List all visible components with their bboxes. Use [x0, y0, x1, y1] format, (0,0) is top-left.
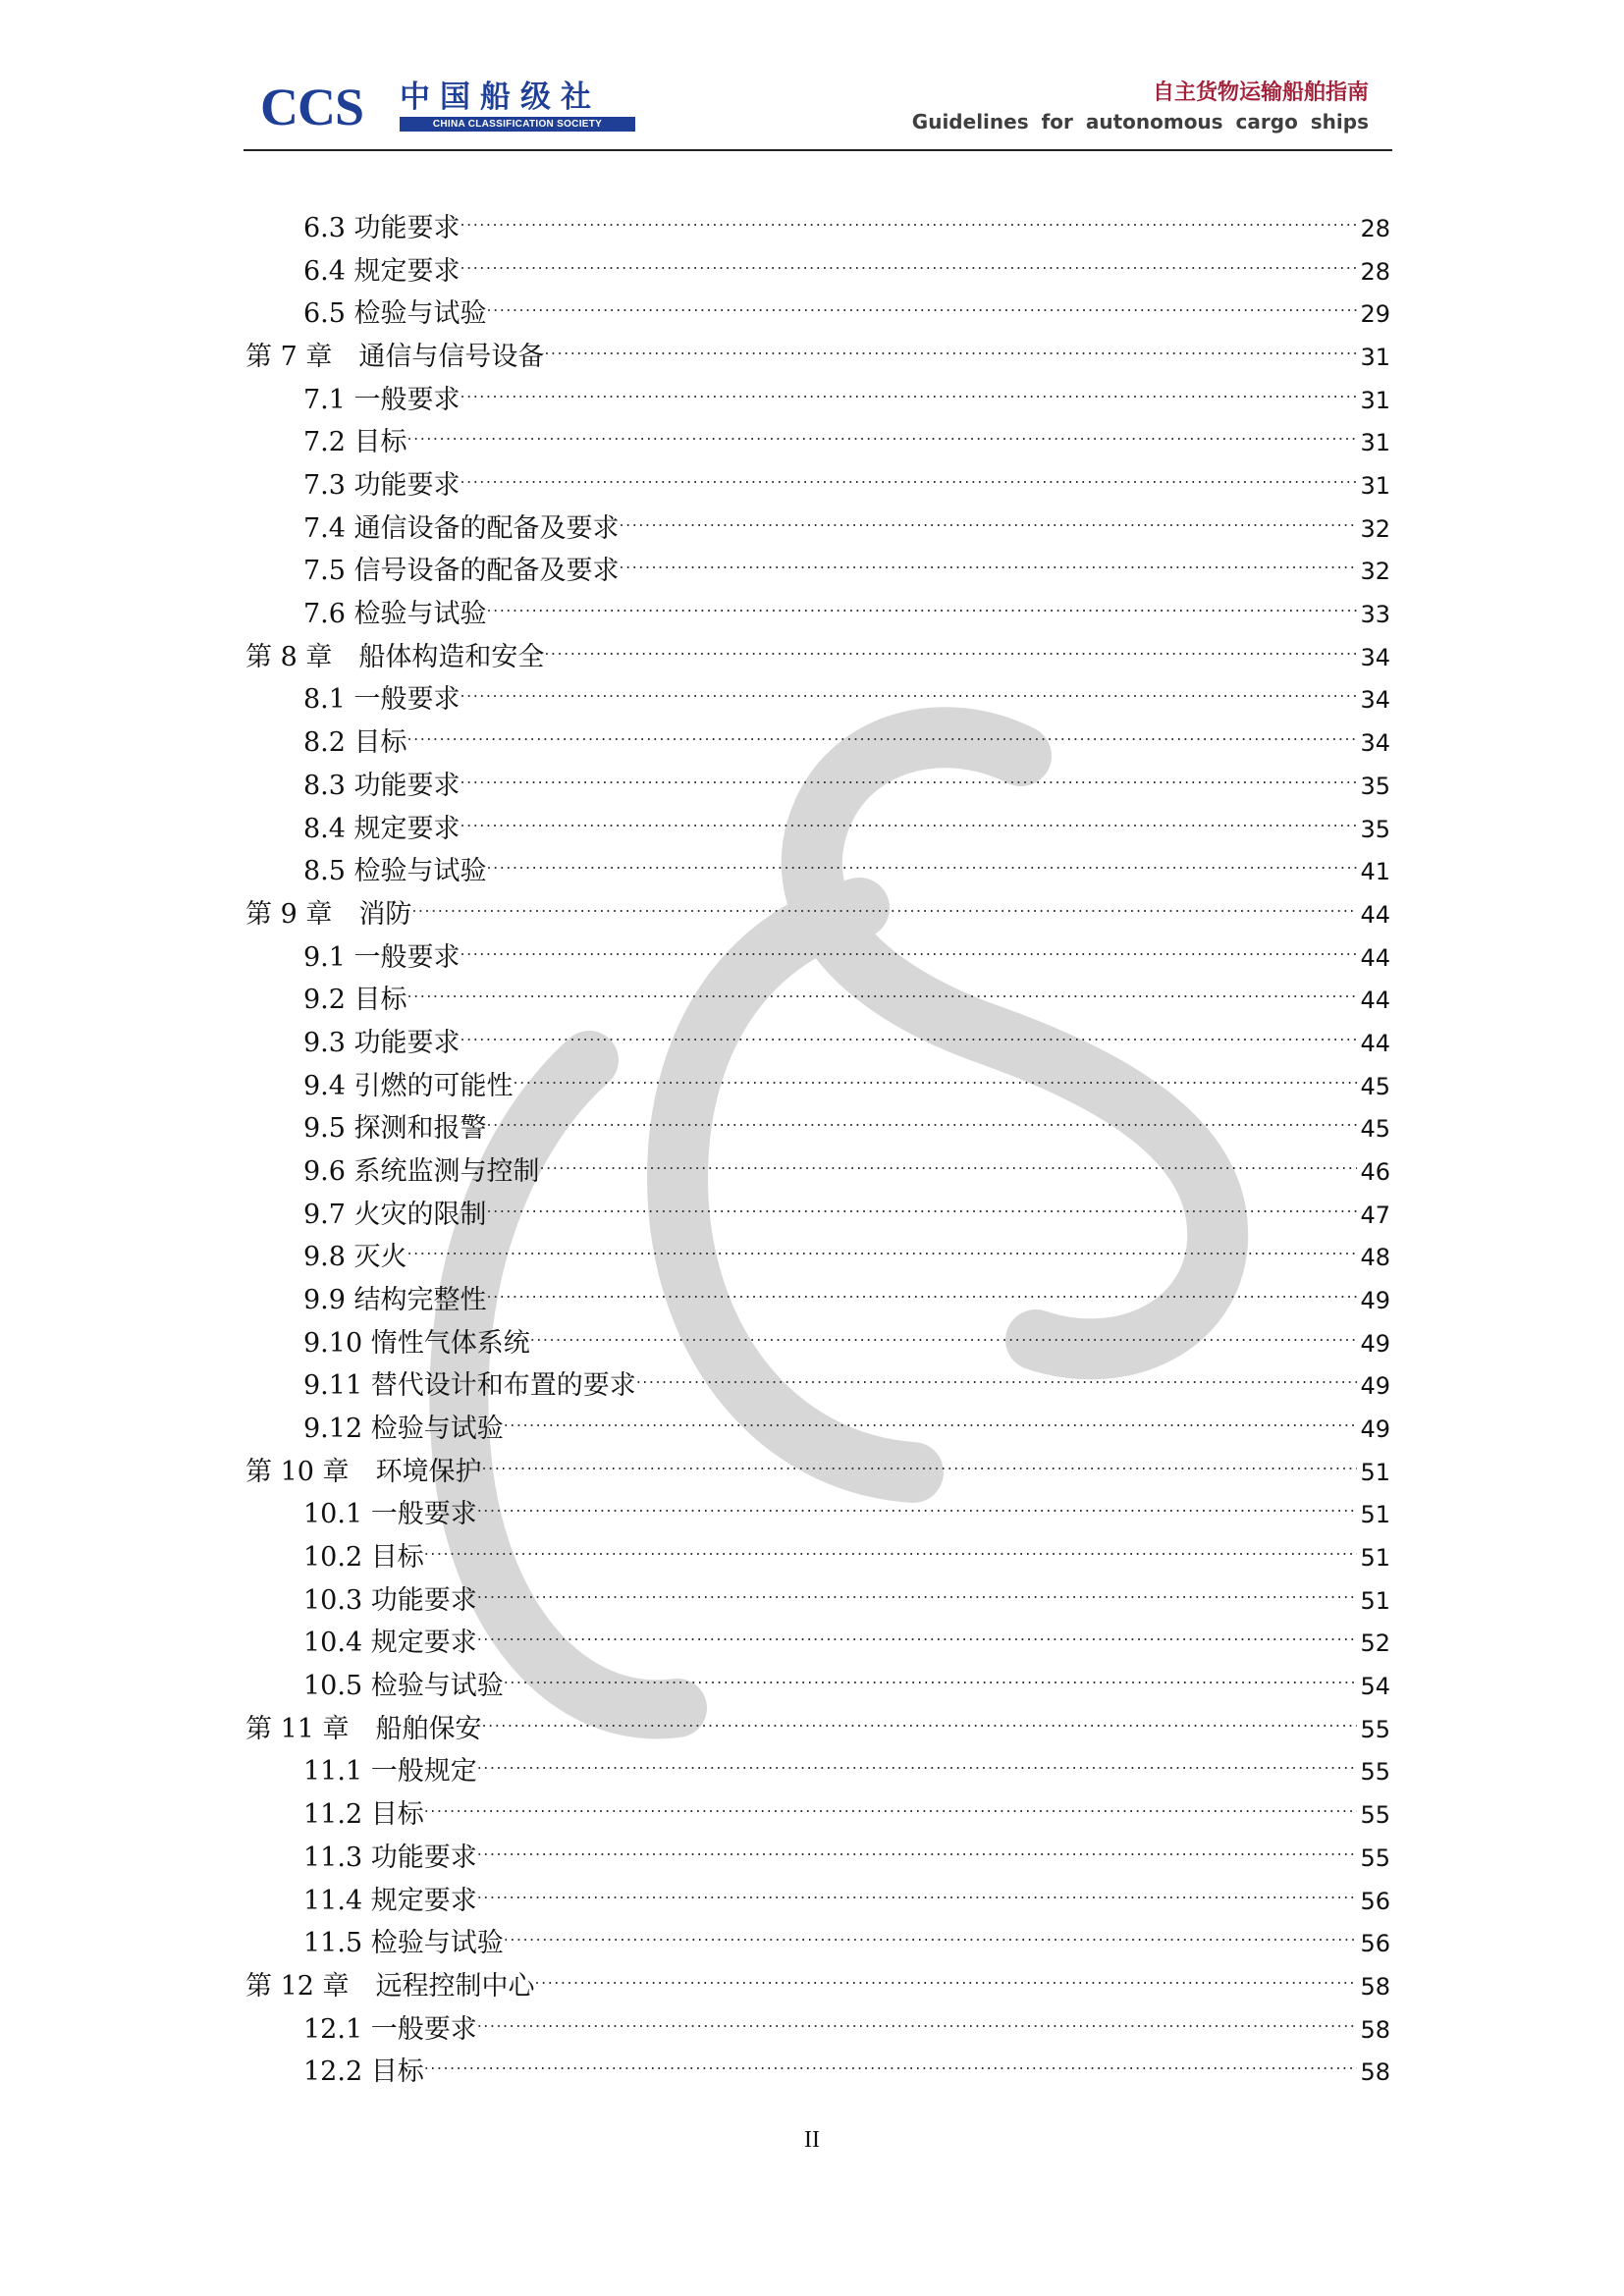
toc-dot-leader	[424, 1788, 1357, 1823]
toc-entry-page-number: 55	[1360, 1801, 1390, 1830]
toc-section-entry[interactable]	[303, 802, 1390, 844]
toc-section-entry[interactable]	[303, 287, 1390, 330]
page-number: II	[804, 2127, 820, 2153]
toc-entry-title: 第 9 章 消防	[245, 898, 412, 930]
toc-entry-title: 11.3 功能要求	[303, 1842, 477, 1873]
toc-entry-page-number: 33	[1360, 601, 1390, 629]
toc-section-entry[interactable]	[303, 716, 1390, 759]
toc-section-entry[interactable]	[303, 844, 1390, 887]
toc-entry-page-number: 51	[1360, 1458, 1390, 1486]
logo-ccs-letters: CCS	[260, 78, 364, 136]
toc-section-entry[interactable]	[303, 672, 1390, 716]
toc-entry-title: 9.12 检验与试验	[303, 1414, 504, 1445]
guide-title-english: Guidelines for autonomous cargo ships	[911, 110, 1369, 133]
toc-dot-leader	[544, 630, 1357, 666]
toc-entry-title: 第 11 章 船舶保安	[245, 1713, 482, 1744]
toc-entry-title: 8.1 一般要求	[303, 684, 460, 716]
toc-entry-page-number: 29	[1360, 300, 1390, 329]
toc-entry-title: 9.7 火灾的限制	[303, 1199, 487, 1230]
toc-entry-title: 11.4 规定要求	[303, 1885, 477, 1916]
toc-entry-title: 9.6 系统监测与控制	[303, 1155, 540, 1187]
toc-entry-page-number: 51	[1360, 1544, 1390, 1573]
toc-chapter-entry[interactable]	[245, 1959, 1390, 2002]
toc-entry-title: 10.2 目标	[303, 1542, 424, 1574]
toc-dot-leader	[487, 587, 1357, 622]
toc-entry-page-number: 44	[1360, 987, 1390, 1015]
toc-entry-page-number: 58	[1360, 2015, 1390, 2044]
toc-section-entry[interactable]	[303, 973, 1390, 1016]
toc-entry-page-number: 34	[1360, 729, 1390, 758]
toc-dot-leader	[460, 373, 1357, 408]
toc-entry-title: 9.4 引燃的可能性	[303, 1070, 514, 1101]
toc-dot-leader	[544, 330, 1357, 365]
toc-dot-leader	[487, 844, 1357, 880]
toc-dot-leader	[504, 1402, 1357, 1437]
toc-entry-page-number: 55	[1360, 1715, 1390, 1743]
toc-dot-leader	[514, 1059, 1357, 1095]
toc-dot-leader	[460, 672, 1357, 708]
guide-title-chinese: 自主货物运输船舶指南	[1152, 80, 1369, 105]
toc-entry-title: 9.10 惰性气体系统	[303, 1327, 530, 1359]
toc-dot-leader	[504, 1916, 1357, 1951]
logo-chinese-name: 中国船级社	[400, 80, 601, 115]
toc-entry-page-number: 28	[1360, 215, 1390, 242]
toc-section-entry[interactable]	[303, 759, 1390, 801]
toc-entry-title: 8.5 检验与试验	[303, 856, 487, 887]
toc-section-entry[interactable]	[303, 1101, 1390, 1145]
toc-entry-page-number: 44	[1360, 1029, 1390, 1057]
toc-section-entry[interactable]	[303, 1788, 1390, 1831]
toc-dot-leader	[407, 716, 1357, 751]
toc-entry-page-number: 56	[1360, 1887, 1390, 1915]
toc-section-entry[interactable]	[303, 1574, 1390, 1616]
toc-dot-leader	[504, 1659, 1357, 1694]
toc-dot-leader	[411, 887, 1357, 923]
toc-dot-leader	[460, 458, 1357, 494]
toc-entry-title: 9.1 一般要求	[303, 941, 460, 973]
toc-section-entry[interactable]	[303, 1016, 1390, 1058]
toc-entry-page-number: 55	[1360, 1843, 1390, 1872]
toc-dot-leader	[477, 1831, 1357, 1866]
toc-entry-title: 9.8 灭火	[303, 1242, 407, 1273]
toc-entry-page-number: 55	[1360, 1758, 1390, 1787]
toc-entry-page-number: 49	[1360, 1415, 1390, 1444]
toc-dot-leader	[460, 201, 1357, 237]
toc-dot-leader	[460, 759, 1357, 794]
toc-dot-leader	[407, 1230, 1357, 1265]
toc-section-entry[interactable]	[303, 1359, 1390, 1402]
toc-chapter-entry[interactable]	[245, 330, 1390, 373]
toc-entry-title: 7.2 目标	[303, 427, 407, 458]
toc-entry-title: 第 12 章 远程控制中心	[245, 1970, 535, 2002]
toc-entry-title: 8.3 功能要求	[303, 770, 460, 801]
toc-dot-leader	[460, 931, 1357, 966]
toc-entry-title: 8.2 目标	[303, 727, 407, 759]
toc-dot-leader	[535, 1959, 1357, 1995]
toc-section-entry[interactable]	[303, 1659, 1390, 1702]
toc-entry-page-number: 49	[1360, 1287, 1390, 1314]
toc-section-entry[interactable]	[303, 201, 1390, 243]
toc-entry-title: 12.2 目标	[303, 2056, 424, 2088]
toc-entry-page-number: 51	[1360, 1586, 1390, 1615]
toc-entry-title: 第 10 章 环境保护	[245, 1456, 482, 1487]
toc-section-entry[interactable]	[303, 1874, 1390, 1916]
toc-dot-leader	[477, 1487, 1357, 1522]
toc-section-entry[interactable]	[303, 1744, 1390, 1788]
toc-dot-leader	[487, 1101, 1357, 1137]
toc-entry-title: 9.2 目标	[303, 985, 407, 1016]
toc-entry-page-number: 44	[1360, 900, 1390, 929]
toc-entry-page-number: 31	[1360, 344, 1390, 372]
toc-entry-page-number: 31	[1360, 386, 1390, 414]
toc-dot-leader	[482, 1702, 1357, 1737]
toc-entry-title: 9.9 结构完整性	[303, 1285, 487, 1315]
header-divider	[244, 149, 1392, 151]
toc-dot-leader	[460, 1016, 1357, 1051]
toc-entry-page-number: 51	[1360, 1501, 1390, 1529]
toc-entry-page-number: 44	[1360, 943, 1390, 972]
toc-entry-title: 6.5 检验与试验	[303, 298, 487, 330]
toc-section-entry[interactable]	[303, 1059, 1390, 1101]
toc-dot-leader	[482, 1445, 1357, 1480]
toc-entry-page-number: 31	[1360, 429, 1390, 457]
toc-dot-leader	[407, 415, 1357, 451]
toc-section-entry[interactable]	[303, 2002, 1390, 2045]
toc-entry-title: 6.4 规定要求	[303, 255, 460, 287]
toc-entry-title: 第 8 章 船体构造和安全	[245, 641, 545, 672]
toc-chapter-entry[interactable]	[245, 887, 1390, 930]
toc-dot-leader	[487, 1188, 1357, 1223]
toc-dot-leader	[636, 1359, 1357, 1394]
toc-dot-leader	[460, 244, 1357, 280]
toc-entry-page-number: 47	[1360, 1201, 1390, 1229]
toc-section-entry[interactable]	[303, 1188, 1390, 1230]
toc-dot-leader	[424, 1530, 1357, 1566]
toc-dot-leader	[424, 2045, 1357, 2080]
toc-entry-title: 10.3 功能要求	[303, 1584, 477, 1616]
toc-section-entry[interactable]	[303, 1316, 1390, 1359]
toc-entry-page-number: 48	[1360, 1244, 1390, 1272]
toc-section-entry[interactable]	[303, 415, 1390, 458]
toc-entry-page-number: 46	[1360, 1157, 1390, 1186]
toc-section-entry[interactable]	[303, 1831, 1390, 1873]
toc-entry-title: 10.1 一般要求	[303, 1499, 477, 1530]
toc-entry-title: 7.1 一般要求	[303, 384, 460, 415]
toc-entry-title: 12.1 一般要求	[303, 2013, 477, 2045]
toc-entry-page-number: 45	[1360, 1115, 1390, 1144]
toc-entry-page-number: 35	[1360, 772, 1390, 800]
toc-chapter-entry[interactable]	[245, 1702, 1390, 1744]
toc-entry-title: 9.3 功能要求	[303, 1027, 460, 1058]
toc-entry-title: 9.11 替代设计和布置的要求	[303, 1370, 636, 1402]
toc-section-entry[interactable]	[303, 502, 1390, 544]
toc-section-entry[interactable]	[303, 244, 1390, 287]
toc-dot-leader	[407, 973, 1357, 1008]
toc-entry-title: 11.1 一般规定	[303, 1756, 477, 1788]
toc-entry-title: 6.3 功能要求	[303, 213, 460, 243]
toc-section-entry[interactable]	[303, 1530, 1390, 1574]
page-header	[244, 61, 1392, 151]
toc-entry-page-number: 31	[1360, 472, 1390, 501]
toc-entry-title: 7.3 功能要求	[303, 470, 460, 502]
toc-entry-title: 11.2 目标	[303, 1799, 424, 1831]
toc-entry-page-number: 41	[1360, 858, 1390, 886]
toc-dot-leader	[487, 287, 1357, 322]
toc-entry-title: 10.5 检验与试验	[303, 1671, 504, 1702]
toc-entry-page-number: 34	[1360, 643, 1390, 671]
toc-section-entry[interactable]	[303, 1402, 1390, 1445]
toc-entry-title: 10.4 规定要求	[303, 1628, 477, 1659]
toc-entry-title: 7.5 信号设备的配备及要求	[303, 556, 620, 587]
toc-entry-page-number: 45	[1360, 1072, 1390, 1100]
toc-entry-page-number: 28	[1360, 257, 1390, 286]
toc-dot-leader	[477, 1744, 1357, 1780]
toc-section-entry[interactable]	[303, 458, 1390, 502]
toc-entry-page-number: 49	[1360, 1372, 1390, 1401]
toc-chapter-entry[interactable]	[245, 1445, 1390, 1487]
toc-entry-page-number: 58	[1360, 1972, 1390, 2001]
toc-entry-title: 9.5 探测和报警	[303, 1113, 487, 1145]
toc-dot-leader	[477, 1574, 1357, 1609]
toc-entry-title: 第 7 章 通信与信号设备	[245, 342, 545, 373]
toc-entry-page-number: 56	[1360, 1930, 1390, 1958]
toc-section-entry[interactable]	[303, 2045, 1390, 2088]
toc-entry-page-number: 58	[1360, 2058, 1390, 2087]
toc-section-entry[interactable]	[303, 1616, 1390, 1659]
toc-section-entry[interactable]	[303, 1273, 1390, 1315]
toc-dot-leader	[540, 1145, 1357, 1180]
toc-section-entry[interactable]	[303, 373, 1390, 415]
toc-dot-leader	[477, 1874, 1357, 1909]
toc-entry-title: 7.4 通信设备的配备及要求	[303, 512, 620, 544]
toc-entry-title: 7.6 检验与试验	[303, 599, 487, 630]
toc-entry-page-number: 52	[1360, 1629, 1390, 1658]
toc-chapter-entry[interactable]	[245, 630, 1390, 672]
toc-section-entry[interactable]	[303, 587, 1390, 630]
toc-section-entry[interactable]	[303, 1230, 1390, 1273]
toc-section-entry[interactable]	[303, 1145, 1390, 1187]
toc-dot-leader	[477, 2002, 1357, 2038]
toc-entry-page-number: 54	[1360, 1673, 1390, 1701]
toc-dot-leader	[620, 502, 1357, 537]
logo-english-name: CHINA CLASSIFICATION SOCIETY	[400, 117, 635, 132]
toc-entry-page-number: 32	[1360, 514, 1390, 543]
toc-dot-leader	[477, 1616, 1357, 1651]
toc-dot-leader	[620, 544, 1357, 579]
toc-section-entry[interactable]	[303, 1487, 1390, 1530]
toc-entry-page-number: 32	[1360, 558, 1390, 586]
toc-entry-title: 11.5 检验与试验	[303, 1928, 504, 1959]
toc-section-entry[interactable]	[303, 1916, 1390, 1959]
toc-section-entry[interactable]	[303, 931, 1390, 973]
toc-entry-title: 8.4 规定要求	[303, 813, 460, 844]
toc-dot-leader	[460, 802, 1357, 837]
toc-entry-page-number: 34	[1360, 686, 1390, 715]
ccs-logo	[260, 78, 643, 136]
toc-section-entry[interactable]	[303, 544, 1390, 587]
toc-dot-leader	[487, 1273, 1357, 1308]
toc-dot-leader	[530, 1316, 1357, 1352]
toc-entry-page-number: 49	[1360, 1329, 1390, 1358]
toc-entry-page-number: 35	[1360, 815, 1390, 843]
